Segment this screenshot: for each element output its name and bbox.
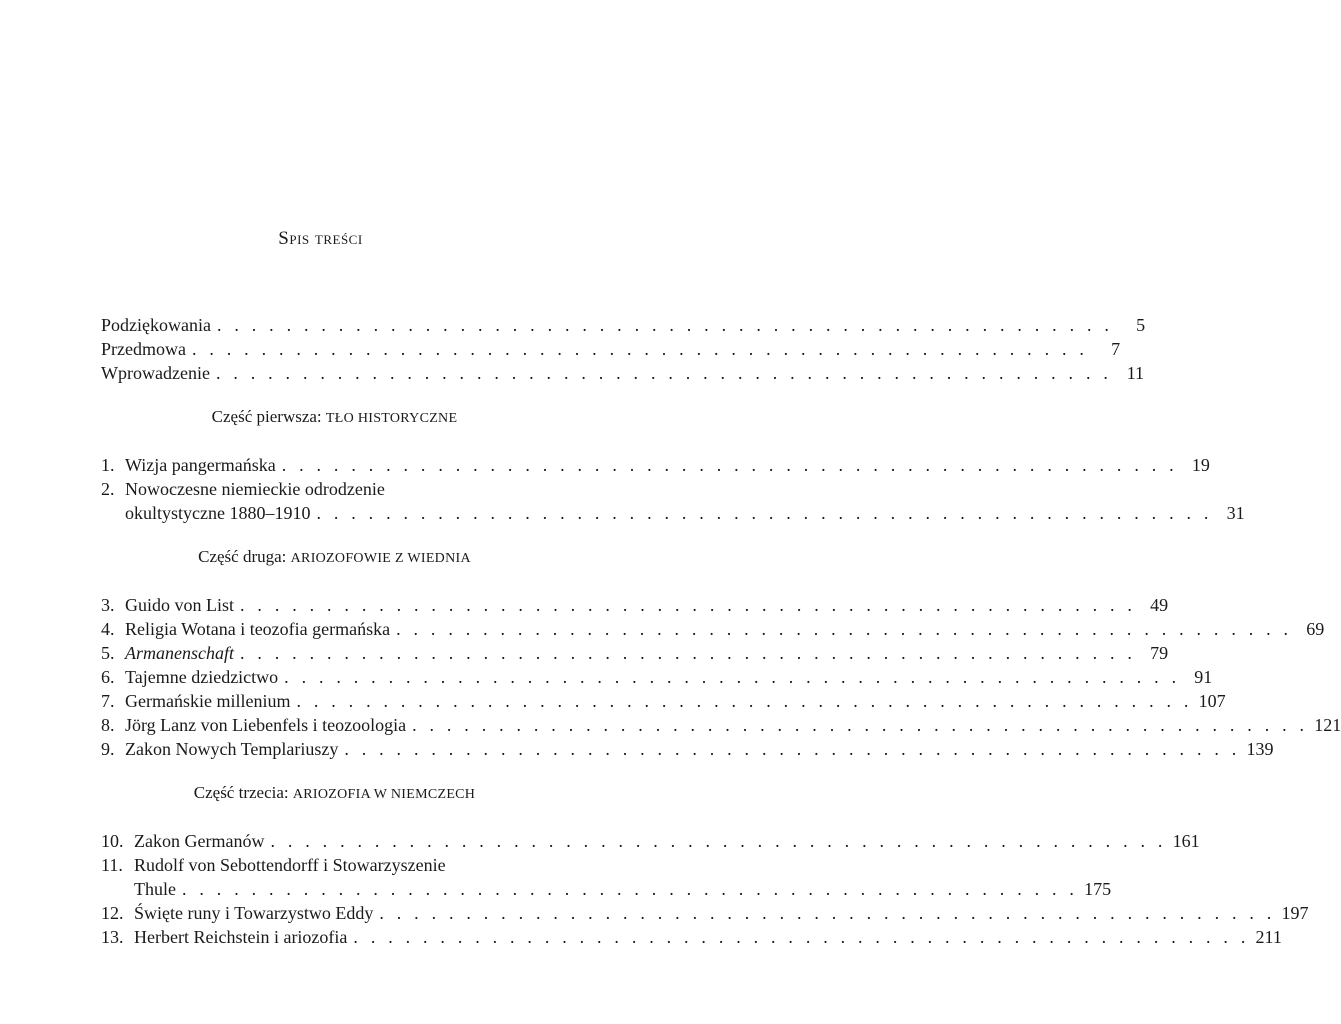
toc-entry-page: 139 <box>1246 739 1274 759</box>
chapter-number: 3. <box>101 595 115 615</box>
leader-dots: . . . . . . . . . . . . . . . . . . . . . . . . . . . . . . . . . . . . . . . . . . . . . . . . . . . . <box>270 831 1167 851</box>
chapter-number: 8. <box>101 715 115 735</box>
toc-entry-title: Nowoczesne niemieckie odrodzenie <box>125 479 385 499</box>
leader-dots: . . . . . . . . . . . . . . . . . . . . . . . . . . . . . . . . . . . . . . . . . . . . . . . . . . . . <box>281 455 1178 475</box>
chapter-number: 5. <box>101 643 115 663</box>
toc-entry-chapter-12[interactable] <box>101 901 1309 925</box>
toc-entry-page: 7 <box>1111 339 1121 359</box>
leader-dots: . . . . . . . . . . . . . . . . . . . . . . . . . . . . . . . . . . . . . . . . . . . . . . . . . . . . <box>215 363 1113 383</box>
part-label: Część druga: <box>198 547 287 566</box>
toc-entry-title-continued: Thule <box>134 879 176 899</box>
toc-entry-chapter-10[interactable] <box>101 829 1200 853</box>
leader-dots: . . . . . . . . . . . . . . . . . . . . . . . . . . . . . . . . . . . . . . . . . . . . . . . . . . . . <box>353 927 1250 947</box>
part-heading-1 <box>101 405 568 431</box>
toc-entry-page: 5 <box>1136 315 1146 335</box>
toc-entry-title: Jörg Lanz von Liebenfels i teozoologia <box>125 715 407 735</box>
toc-entry-chapter-3[interactable] <box>101 593 1169 617</box>
toc-entry-page: 79 <box>1150 643 1169 663</box>
toc-entry-page: 175 <box>1084 879 1112 899</box>
toc-entry-chapter-4[interactable] <box>101 617 1325 641</box>
toc-entry-title: Podziękowania <box>101 315 211 335</box>
toc-entry-title: Rudolf von Sebottendorff i Stowarzyszenie <box>134 855 446 875</box>
chapter-number: 7. <box>101 691 115 711</box>
leader-dots: . . . . . . . . . . . . . . . . . . . . . . . . . . . . . . . . . . . . . . . . . . . . . . . . . . . . <box>344 739 1241 759</box>
toc-entry-title: Przedmowa <box>101 339 186 359</box>
part-label: Część trzecia: <box>193 783 289 802</box>
toc-entry-chapter-11-continued[interactable] <box>101 877 1112 901</box>
toc-entry-page: 211 <box>1255 927 1282 947</box>
toc-entry-chapter-2[interactable] <box>101 477 568 501</box>
toc-entry-title: Herbert Reichstein i ariozofia <box>134 927 348 947</box>
toc-entry-title-continued: okultystyczne 1880–1910 <box>125 503 311 523</box>
toc-entry-page: 31 <box>1226 503 1245 523</box>
toc-entry-preface[interactable] <box>101 337 1121 361</box>
chapter-number: 11. <box>101 855 123 875</box>
toc-entry-page: 197 <box>1281 903 1309 923</box>
chapter-number: 9. <box>101 739 115 759</box>
toc-entry-title: Zakon Germanów <box>134 831 265 851</box>
leader-dots: . . . . . . . . . . . . . . . . . . . . . . . . . . . . . . . . . . . . . . . . . . . . . . . . . . . . <box>379 903 1276 923</box>
leader-dots: . . . . . . . . . . . . . . . . . . . . . . . . . . . . . . . . . . . . . . . . . . . . . . . . . . . . <box>296 691 1193 711</box>
toc-entry-title: Guido von List <box>125 595 235 615</box>
leader-dots: . . . . . . . . . . . . . . . . . . . . . . . . . . . . . . . . . . . . . . . . . . . . . . . . . . . . <box>284 667 1181 687</box>
toc-entry-title: Tajemne dziedzictwo <box>125 667 279 687</box>
toc-entry-title: Religia Wotana i teozofia germańska <box>125 619 391 639</box>
leader-dots: . . . . . . . . . . . . . . . . . . . . . . . . . . . . . . . . . . . . . . . . . . . . . . . . . . . . <box>216 315 1114 335</box>
leader-dots: . . . . . . . . . . . . . . . . . . . . . . . . . . . . . . . . . . . . . . . . . . . . . . . . . . . . <box>316 503 1213 523</box>
toc-entry-chapter-13[interactable] <box>101 925 1282 949</box>
part-heading-2 <box>101 545 568 571</box>
toc-entry-chapter-2-continued[interactable] <box>101 501 1245 525</box>
chapter-number: 12. <box>101 903 124 923</box>
toc-entry-introduction[interactable] <box>101 361 1145 385</box>
toc-entry-chapter-9[interactable] <box>101 737 1274 761</box>
part-name: ARIOZOFOWIE Z WIEDNIA <box>290 551 471 566</box>
chapter-number: 1. <box>101 455 115 475</box>
toc-entry-page: 121 <box>1314 715 1341 735</box>
toc-entry-page: 69 <box>1306 619 1325 639</box>
toc-entry-page: 91 <box>1194 667 1213 687</box>
toc-entry-page: 49 <box>1150 595 1169 615</box>
chapter-number: 10. <box>101 831 124 851</box>
toc-entry-title: Armanenschaft <box>125 643 234 663</box>
page-title: Spis treści <box>278 228 363 249</box>
part-label: Część pierwsza: <box>211 407 322 426</box>
toc-entry-acknowledgements[interactable] <box>101 313 1146 337</box>
chapter-number: 4. <box>101 619 115 639</box>
leader-dots: . . . . . . . . . . . . . . . . . . . . . . . . . . . . . . . . . . . . . . . . . . . . . . . . . . . . <box>396 619 1293 639</box>
leader-dots: . . . . . . . . . . . . . . . . . . . . . . . . . . . . . . . . . . . . . . . . . . . . . . . . . . . . <box>182 879 1079 899</box>
table-of-contents <box>101 313 1341 949</box>
toc-entry-chapter-7[interactable] <box>101 689 1226 713</box>
toc-entry-chapter-8[interactable] <box>101 713 1341 737</box>
part-name: ARIOZOFIA W NIEMCZECH <box>292 787 476 802</box>
toc-entry-chapter-11[interactable] <box>101 853 568 877</box>
part-name: TŁO HISTORYCZNE <box>325 411 458 426</box>
toc-entry-title: Zakon Nowych Templariuszy <box>125 739 339 759</box>
toc-entry-page: 19 <box>1191 455 1210 475</box>
toc-entry-chapter-5[interactable] <box>101 641 1169 665</box>
leader-dots: . . . . . . . . . . . . . . . . . . . . . . . . . . . . . . . . . . . . . . . . . . . . . . . . . . . . <box>412 715 1309 735</box>
toc-entry-page: 107 <box>1198 691 1226 711</box>
toc-entry-page: 11 <box>1126 363 1145 383</box>
toc-entry-title: Wprowadzenie <box>101 363 210 383</box>
leader-dots: . . . . . . . . . . . . . . . . . . . . . . . . . . . . . . . . . . . . . . . . . . . . . . . . . . . . <box>191 339 1089 359</box>
toc-entry-chapter-6[interactable] <box>101 665 1213 689</box>
leader-dots: . . . . . . . . . . . . . . . . . . . . . . . . . . . . . . . . . . . . . . . . . . . . . . . . . . . . <box>240 595 1137 615</box>
chapter-number: 13. <box>101 927 124 947</box>
toc-entry-page: 161 <box>1172 831 1200 851</box>
leader-dots: . . . . . . . . . . . . . . . . . . . . . . . . . . . . . . . . . . . . . . . . . . . . . . . . . . . . <box>239 643 1137 663</box>
chapter-number: 6. <box>101 667 115 687</box>
toc-entry-chapter-1[interactable] <box>101 453 1210 477</box>
chapter-number: 2. <box>101 479 115 499</box>
toc-entry-title: Wizja pangermańska <box>125 455 276 475</box>
toc-entry-title: Germańskie millenium <box>125 691 291 711</box>
part-heading-3 <box>101 781 568 807</box>
toc-entry-title: Święte runy i Towarzystwo Eddy <box>134 903 374 923</box>
